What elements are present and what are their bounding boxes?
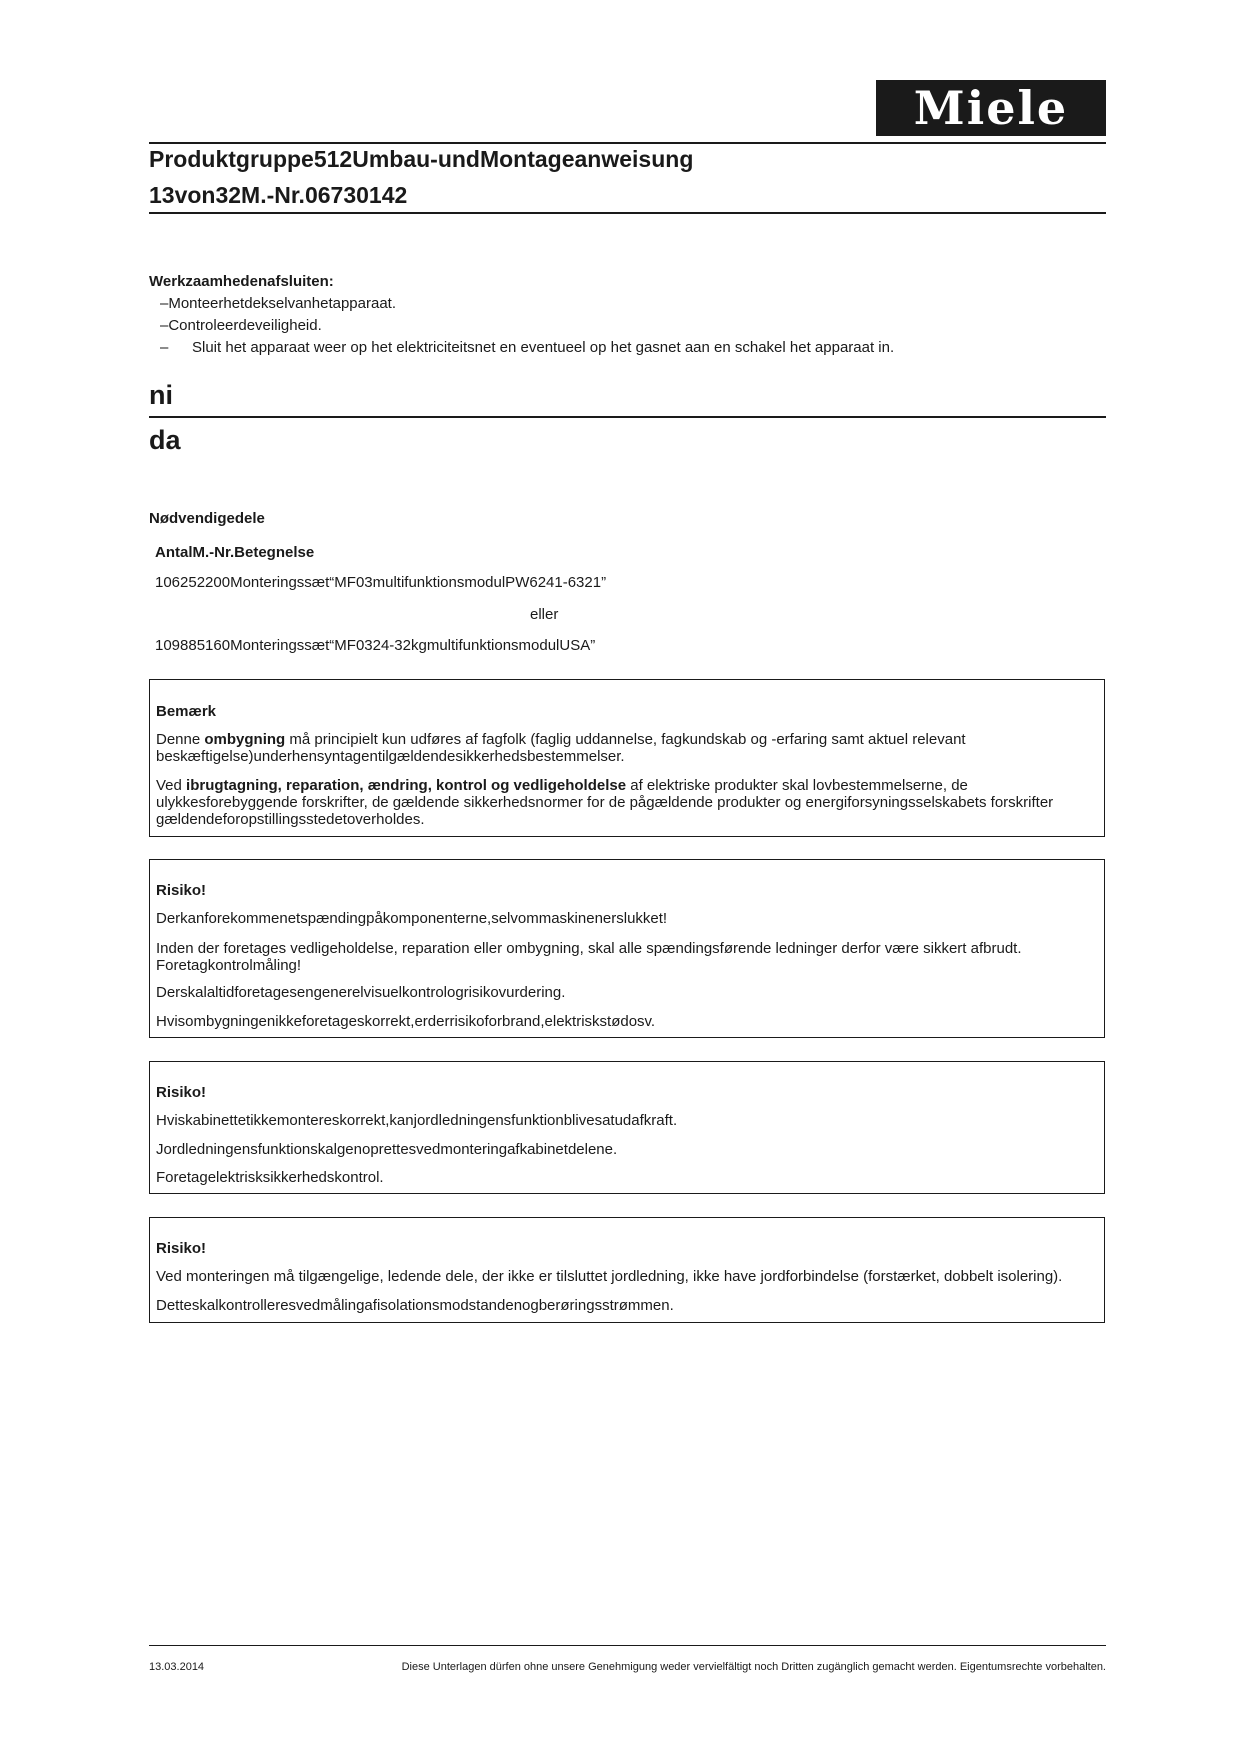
risk2-line2: Jordledningensfunktionskalgenoprettesvedmonteringafkabinetdelene. — [156, 1141, 618, 1158]
risk3-line2: Detteskalkontrolleresvedmålingafisolationsmodstandenogberøringsstrømmen. — [156, 1297, 674, 1314]
header-top-rule — [149, 142, 1106, 144]
logo-text: Miele — [913, 81, 1069, 135]
parts-row-2: 109885160Monteringssæt“MF0324-32kgmultifunktionsmodulUSA” — [155, 637, 596, 654]
risk2-line3: Foretagelektrisksikkerhedskontrol. — [156, 1169, 384, 1186]
footer-rule — [149, 1645, 1106, 1646]
note-p2-line3: gældendeforopstillingsstedetoverholdes. — [156, 811, 425, 828]
header-title-line1: Produktgruppe512Umbau-undMontageanweisung — [149, 146, 694, 172]
risk-box-1 — [149, 859, 1105, 1038]
parts-row-1: 106252200Monteringssæt“MF03multifunktionsmodulPW6241-6321” — [155, 574, 607, 591]
note-p1-line2: beskæftigelse)underhensyntagentilgældendesikkerhedsbestemmelser. — [156, 748, 625, 765]
risk1-title: Risiko! — [156, 882, 207, 899]
note-title: Bemærk — [156, 703, 217, 720]
nl-item-2: –Controleerdeveiligheid. — [160, 317, 322, 334]
risk2-line1: Hviskabinettetikkemontereskorrekt,kanjordledningensfunktionblivesatudafkraft. — [156, 1112, 678, 1129]
risk2-title: Risiko! — [156, 1084, 207, 1101]
risk3-line1: Ved monteringen må tilgængelige, ledende dele, der ikke er tilsluttet jordledning, ikke have jordforbindelse (forstærket, dobbelt isolering). — [156, 1268, 1063, 1285]
nl-section-heading: Werkzaamhedenafsluiten: — [149, 273, 334, 290]
parts-or: eller — [530, 606, 559, 623]
header-bottom-rule — [149, 212, 1106, 214]
lang-code-da: da — [149, 425, 181, 455]
note-p2-line1: Ved ibrugtagning, reparation, ændring, kontrol og vedligeholdelse af elektriske produkter skal lovbestemmelserne, de — [156, 777, 968, 794]
nl-item-1: –Monteerhetdekselvanhetapparaat. — [160, 295, 397, 312]
note-p1-line1: Denne ombygning må principielt kun udføres af fagfolk (faglig uddannelse, fagkundskab og -erfaring samt aktuel relevant — [156, 731, 966, 748]
lang-code-ni: ni — [149, 380, 173, 410]
parts-heading: Nødvendigedele — [149, 510, 265, 527]
risk1-line1: Derkanforekommenetspændingpåkomponenterne,selvommaskinenerslukket! — [156, 910, 668, 927]
note-box — [149, 679, 1105, 837]
risk1-line2: Inden der foretages vedligeholdelse, reparation eller ombygning, skal alle spændingsførende ledninger derfor være sikkert afbrudt. — [156, 940, 1022, 957]
risk-box-3 — [149, 1217, 1105, 1323]
risk1-line4: Derskalaltidforetagesengenerelvisuelkontrologrisikovurdering. — [156, 984, 566, 1001]
header-title-line2: 13von32M.-Nr.06730142 — [149, 182, 408, 208]
risk3-title: Risiko! — [156, 1240, 207, 1257]
footer-date: 13.03.2014 — [149, 1661, 205, 1673]
miele-logo — [876, 80, 1106, 136]
risk1-line3: Foretagkontrolmåling! — [156, 957, 302, 974]
note-p2-line2: ulykkesforebyggende forskrifter, de gældende sikkerhedsnormer for de pågældende produkter og energiforsyningsselskabets forskrifter — [156, 794, 1054, 811]
footer-notice: Diese Unterlagen dürfen ohne unsere Genehmigung weder vervielfältigt noch Dritten zugänglich gemacht werden. Eigentumsrechte vorbehalten. — [401, 1661, 1106, 1673]
section-rule — [149, 416, 1106, 418]
parts-columns-header: AntalM.-Nr.Betegnelse — [155, 544, 315, 561]
nl-item-3: Sluit het apparaat weer op het elektriciteitsnet en eventueel op het gasnet aan en schakel het apparaat in. — [192, 339, 895, 356]
risk-box-2 — [149, 1061, 1105, 1194]
nl-item-3-dash: – — [160, 339, 169, 356]
risk1-line5: Hvisombygningenikkeforetageskorrekt,erderrisikoforbrand,elektriskstødosv. — [156, 1013, 656, 1030]
